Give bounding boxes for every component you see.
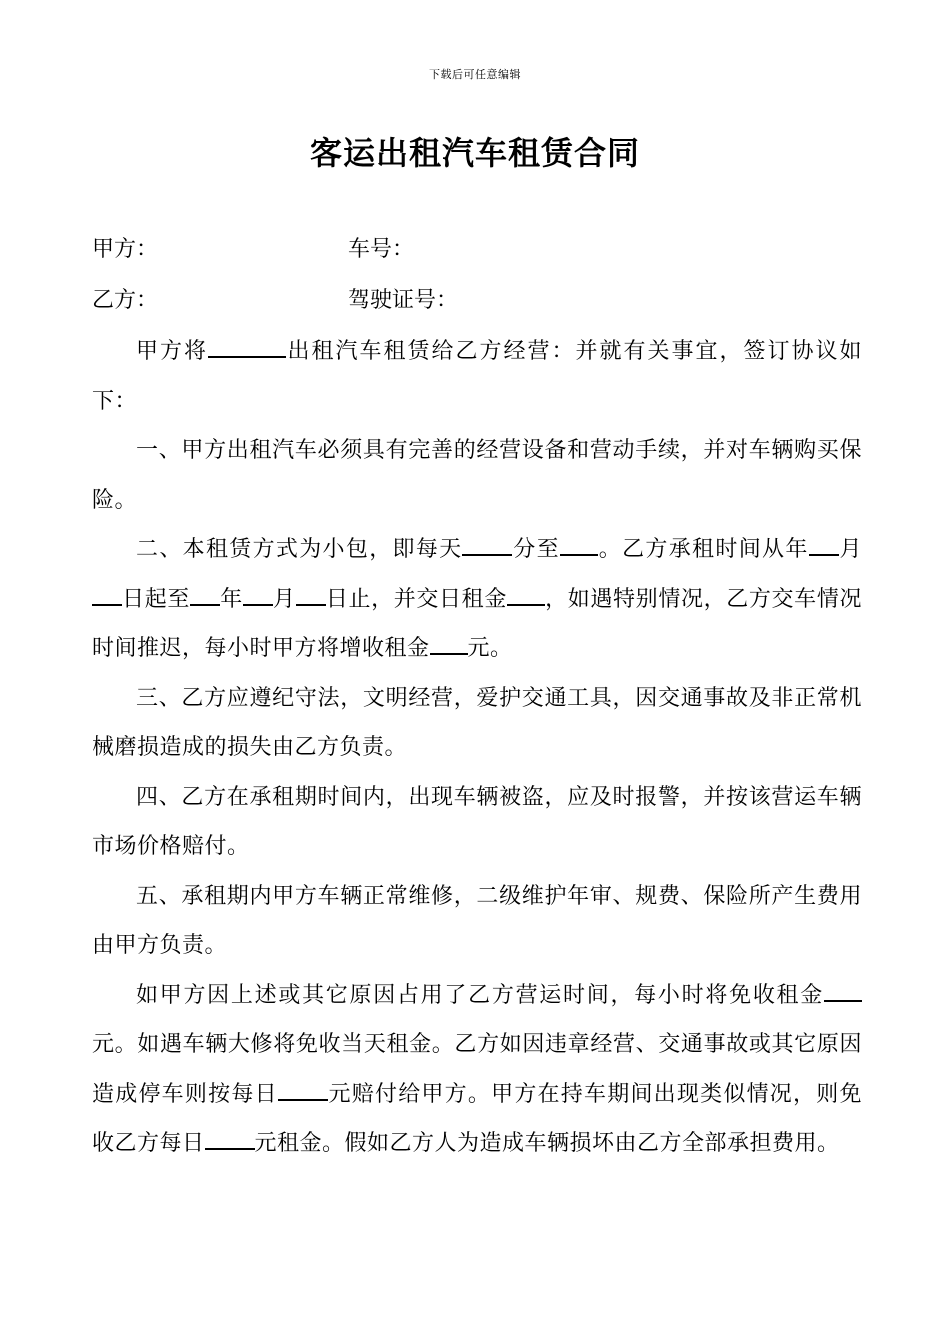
blank-field xyxy=(190,586,220,606)
party-a-label: 甲方： xyxy=(92,237,159,262)
blank-field xyxy=(560,536,598,556)
blank-field xyxy=(824,982,862,1002)
document-title: 客运出租汽车租赁合同 xyxy=(309,134,640,172)
car-number-label: 车号： xyxy=(348,237,415,262)
clause-5: 五、承租期内甲方车辆正常维修，二级维护年审、规费、保险所产生费用由甲方负责。 xyxy=(92,883,862,958)
clause-6: 如甲方因上述或其它原因占用了乙方营运时间，每小时将免收租金元。如遇车辆大修将免收当天租金。乙方如因违章经营、交通事故或其它原因造成停车则按每日 元赔付给甲方。甲方在持车期间出现类似情况，则免收乙方每日 元租金。假如乙方人为造成车辆损坏由乙方全部承担费用。 xyxy=(92,982,862,1156)
header-note: 下载后可任意编辑 xyxy=(429,68,521,81)
blank-field xyxy=(809,536,839,556)
blank-field xyxy=(296,586,326,606)
clause-3: 三、乙方应遵纪守法，文明经营，爱护交通工具，因交通事故及非正常机械磨损造成的损失由乙方负责。 xyxy=(92,685,862,760)
blank-field xyxy=(243,586,273,606)
blank-field xyxy=(430,635,468,655)
blank-field xyxy=(462,536,512,556)
license-number-label: 驾驶证号： xyxy=(348,288,459,313)
party-b-row xyxy=(92,283,872,313)
blank-field xyxy=(92,586,122,606)
contract-body xyxy=(92,327,862,1169)
blank-field xyxy=(208,338,286,358)
party-a-row xyxy=(92,232,872,262)
intro-paragraph: 甲方将 出租汽车租赁给乙方经营：并就有关事宜，签订协议如下： xyxy=(92,339,862,414)
blank-field xyxy=(278,1081,328,1101)
clause-1: 一、甲方出租汽车必须具有完善的经营设备和营动手续，并对车辆购买保险。 xyxy=(92,438,862,513)
party-b-label: 乙方： xyxy=(92,288,159,313)
blank-field xyxy=(507,586,545,606)
clause-2: 二、本租赁方式为小包，即每天 分至 。乙方承租时间从年 月日起至 年 月 日止，并交日租金 ，如遇特别情况，乙方交车情况时间推迟，每小时甲方将增收租金 元。 xyxy=(92,537,862,661)
clause-4: 四、乙方在承租期时间内，出现车辆被盗，应及时报警，并按该营运车辆市场价格赔付。 xyxy=(92,784,862,859)
blank-field xyxy=(205,1130,255,1150)
